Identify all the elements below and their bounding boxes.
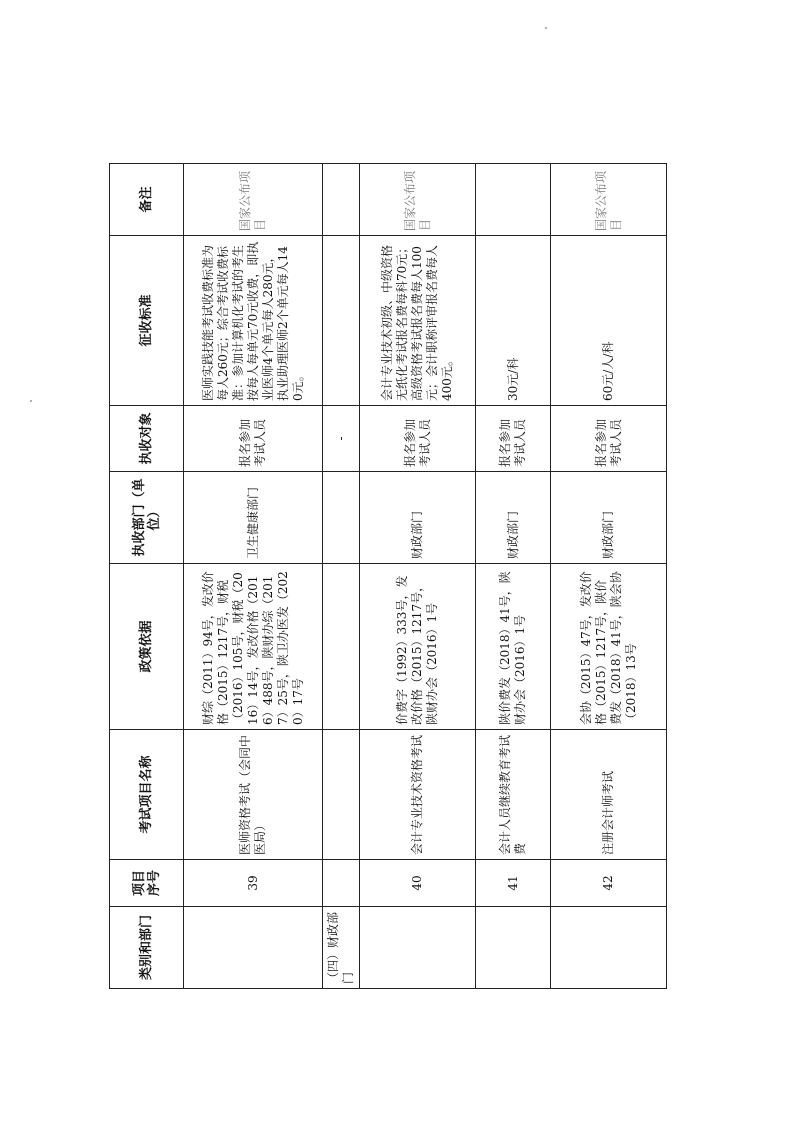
scan-speck	[30, 400, 32, 402]
cell-dash: -	[323, 406, 360, 472]
scan-speck	[545, 27, 547, 29]
cell-seq: 39	[184, 860, 323, 907]
header-standard: 征收标准	[110, 236, 184, 406]
cell-empty	[323, 164, 360, 236]
cell-name: 会计专业技术资格考试	[360, 730, 476, 860]
header-note: 备注	[110, 164, 184, 236]
cell-policy: 陕价费发（2018）41号，陕财办会（2016）1号	[476, 564, 551, 730]
cell-category	[551, 907, 667, 989]
header-category: 类别和部门	[110, 907, 184, 989]
cell-target: 报名参加考试人员	[184, 406, 323, 472]
cell-empty	[323, 472, 360, 564]
table-row	[360, 164, 476, 989]
table-row	[184, 164, 323, 989]
table-row	[476, 164, 551, 989]
cell-seq: 42	[551, 860, 667, 907]
cell-note: 国家公布项目	[184, 164, 323, 236]
header-row	[110, 164, 184, 989]
cell-note: 国家公布项目	[551, 164, 667, 236]
cell-note	[476, 164, 551, 236]
header-policy: 政策依据	[110, 564, 184, 730]
cell-empty	[323, 564, 360, 730]
cell-standard: 医师实践技能考试收费标准为每人260元；综合考试收费标准：参加计算机化考试的考生按每人每单元70元收费，即执业医师4个单元每人280元，执业助理医师2个单元每人140元。	[184, 236, 323, 406]
cell-note: 国家公布项目	[360, 164, 476, 236]
cell-empty	[323, 730, 360, 860]
cell-dept: 财政部门	[551, 472, 667, 564]
cell-dept: 卫生健康部门	[184, 472, 323, 564]
cell-seq: 41	[476, 860, 551, 907]
cell-standard: 30元/科	[476, 236, 551, 406]
cell-policy: 财综（2011）94号，发改价格（2015）1217号，财税（2016）105号，财税（2016）14号，发改价格（2016）488号，陕财办综（2017）25号，陕卫办医发（2020）17号	[184, 564, 323, 730]
rotated-table-wrapper	[109, 164, 666, 989]
cell-dept: 财政部门	[476, 472, 551, 564]
cell-name: 医师资格考试（会同中医局）	[184, 730, 323, 860]
cell-name: 会计人员继续教育考试费	[476, 730, 551, 860]
header-target: 执收对象	[110, 406, 184, 472]
cell-standard: 60元/人/科	[551, 236, 667, 406]
cell-policy: 价费字（1992）333号，发改价格（2015）1217号，陕财办会（2016）1号	[360, 564, 476, 730]
cell-section-category: （四）财政部门	[323, 907, 360, 989]
section-row	[323, 164, 360, 989]
cell-empty	[323, 860, 360, 907]
header-dept: 执收部门（单位）	[110, 472, 184, 564]
cell-target: 报名参加考试人员	[551, 406, 667, 472]
cell-target: 报名参加考试人员	[476, 406, 551, 472]
header-name: 考试项目名称	[110, 730, 184, 860]
header-seq: 项目序号	[110, 860, 184, 907]
cell-category	[476, 907, 551, 989]
table-row	[551, 164, 667, 989]
fee-table	[109, 163, 667, 989]
cell-empty	[323, 236, 360, 406]
cell-seq: 40	[360, 860, 476, 907]
cell-target: 报名参加考试人员	[360, 406, 476, 472]
cell-policy: 会协（2015）47号，发改价格（2015）1217号，陕价费发（2018）41号，陕会协（2018）13号	[551, 564, 667, 730]
cell-category	[360, 907, 476, 989]
cell-name: 注册会计师考试	[551, 730, 667, 860]
cell-dept: 财政部门	[360, 472, 476, 564]
cell-standard: 会计专业技术初级、中级资格无纸化考试报名费每科70元；高级资格考试报名费每人100元；会计职称评审报名费每人400元。	[360, 236, 476, 406]
cell-category	[184, 907, 323, 989]
